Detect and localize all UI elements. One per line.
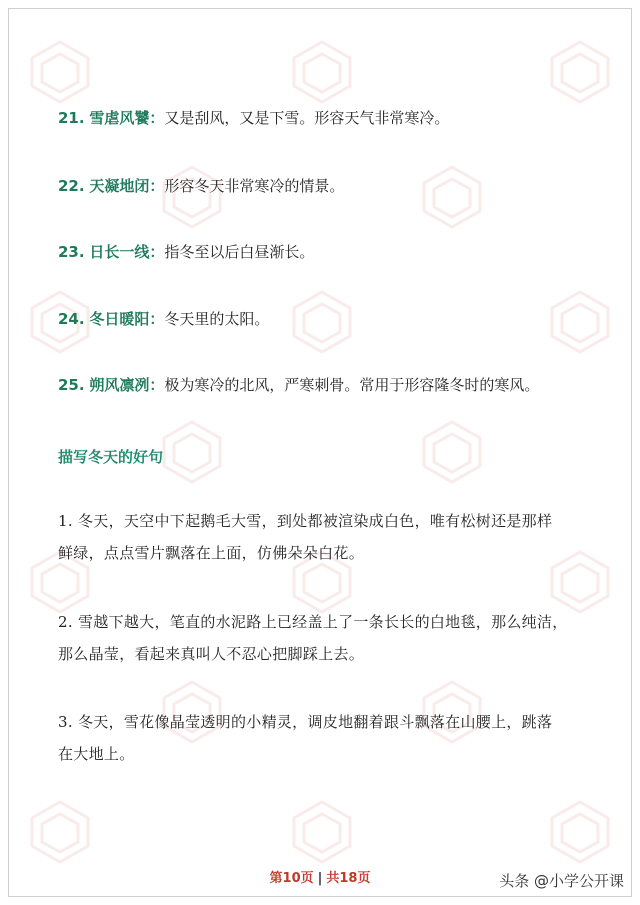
idiom-term: 冬日暖阳 [89,310,150,328]
entry-number: 23. [58,243,85,261]
entry-number: 24. [58,310,85,328]
section-title: 描写冬天的好句 [58,448,164,466]
entry-number: 25. [58,376,85,394]
sentence-line: 鲜绿，点点雪片飘落在上面，仿佛朵朵白花。 [58,544,365,562]
idiom-definition: 冬天里的太阳。 [164,310,270,328]
source-watermark: 头条 @小学公开课 [499,872,624,890]
sentence-line: 在大地上。 [58,745,135,763]
idiom-term: 天凝地闭 [89,177,150,195]
idiom-definition: 指冬至以后白昼渐长。 [164,243,315,261]
idiom-term: 雪虐风饕 [89,109,150,127]
idiom-definition: 又是刮风，又是下雪。形容天气非常寒冷。 [164,109,450,127]
sentence-line: 3. 冬天，雪花像晶莹透明的小精灵，调皮地翻着跟斗飘落在山腰上，跳落 [58,713,553,731]
page-number: 第10页 [269,871,314,886]
idiom-entry [58,308,269,330]
term-colon: ： [149,109,165,127]
page-total: 共18页 [326,871,371,886]
term-colon: ： [149,243,165,261]
idiom-term: 朔风凛冽 [89,376,150,394]
sentence-line: 1. 冬天，天空中下起鹅毛大雪，到处都被渲染成白色，唯有松树还是那样 [58,512,553,530]
idiom-definition: 形容冬天非常寒冷的情景。 [164,177,345,195]
entry-number: 21. [58,109,85,127]
idiom-definition: 极为寒冷的北风，严寒刺骨。常用于形容隆冬时的寒风。 [164,376,540,394]
idiom-entry [58,107,449,129]
term-colon: ： [149,310,165,328]
idiom-term: 日长一线 [89,243,150,261]
sentence-line: 2. 雪越下越大，笔直的水泥路上已经盖上了一条长长的白地毯，那么纯洁， [58,613,568,631]
idiom-entry [58,175,344,197]
idiom-entry [58,374,539,396]
sentence-paragraph [58,606,590,670]
entry-number: 22. [58,177,85,195]
sentence-paragraph [58,706,590,770]
sentence-paragraph [58,505,590,569]
footer-separator: | [317,871,323,886]
term-colon: ： [149,177,165,195]
sentence-line: 那么晶莹，看起来真叫人不忍心把脚踩上去。 [58,645,365,663]
idiom-entry [58,241,314,263]
term-colon: ： [149,376,165,394]
